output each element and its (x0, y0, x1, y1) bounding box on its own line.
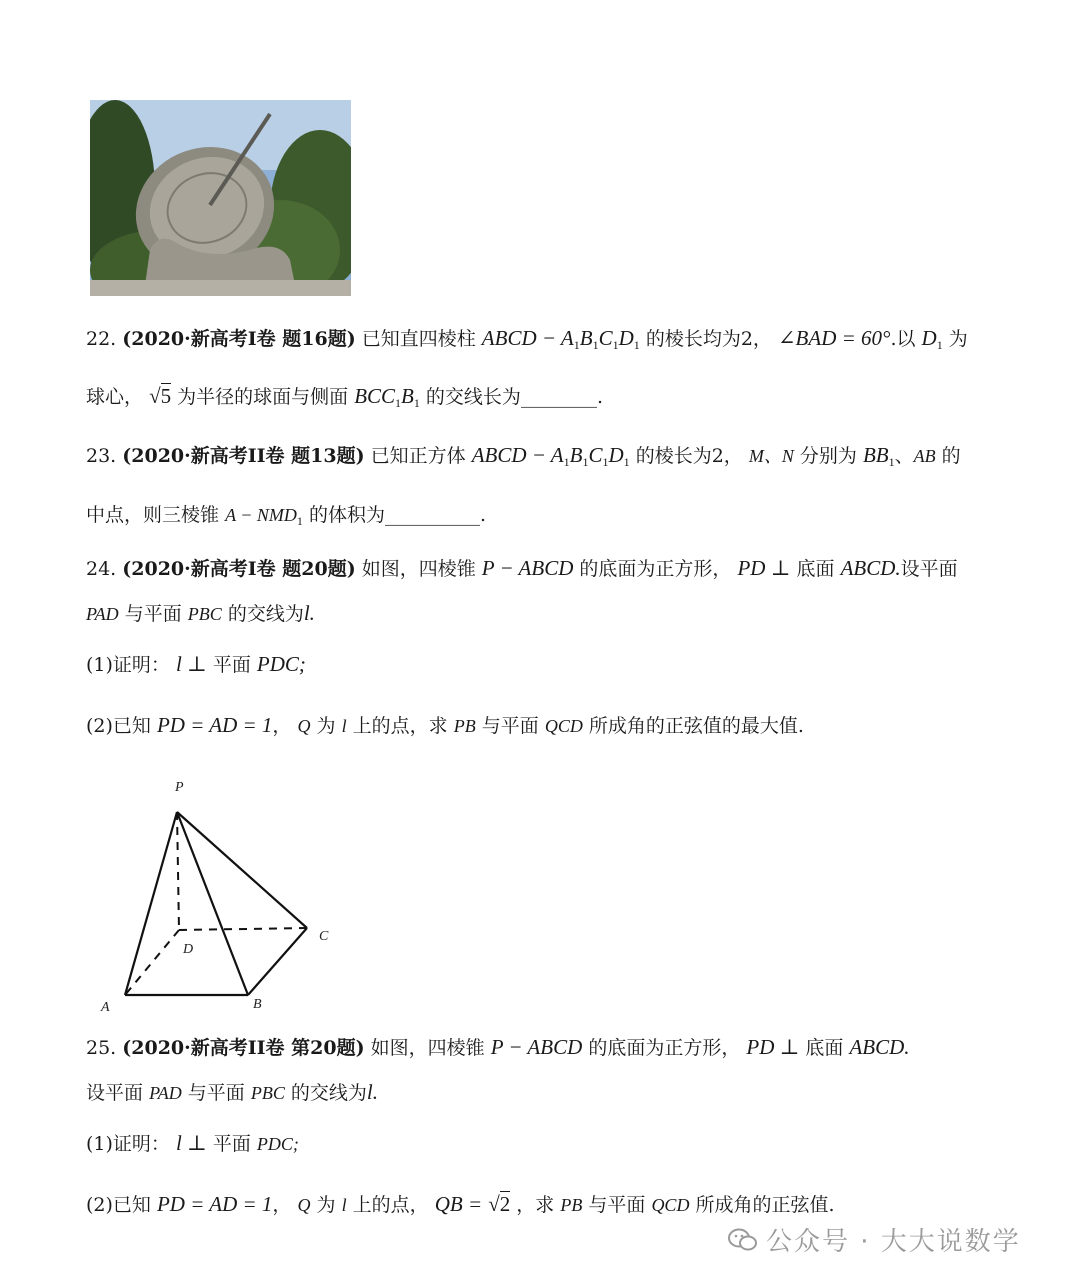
q25-p2-e: 上的点， (352, 1194, 429, 1216)
q24-p1-c: 平面 (212, 654, 251, 676)
q25-pbc: PBC (250, 1083, 285, 1103)
q25-p1-c: 平面 (212, 1133, 251, 1155)
q22-text-b: 的棱长均为2， (645, 328, 772, 350)
sqrt2: √2 (488, 1192, 511, 1216)
q25-line2 (86, 1080, 378, 1105)
sundial-photo (90, 100, 351, 296)
q25-p2-l: l (341, 1195, 347, 1215)
q25-part1 (86, 1131, 299, 1156)
wechat-icon (728, 1227, 758, 1253)
q23-ab: AB (913, 446, 936, 466)
q24-p2-d: 为 (316, 715, 336, 737)
q23-cube: ABCD − $A_1B_1C_1D_1$ (471, 443, 630, 469)
q22-line2-a: 球心， (86, 386, 144, 408)
q23-text-c: 分别为 (799, 445, 857, 467)
q25-p1-b: l ⊥ (175, 1131, 207, 1155)
q25-text-a: 如图，四棱锥 (370, 1037, 485, 1059)
q25-number: 25. (86, 1037, 117, 1059)
q24-line2-d: 的交线为 (227, 603, 304, 625)
q25-source: (2020·新高考II卷 第20题) (122, 1037, 365, 1059)
q22-text-d: 为 (948, 328, 968, 350)
q25-p2-f: ，求 (516, 1194, 555, 1216)
q24-line2-b: 与平面 (124, 603, 182, 625)
q25-p2-c: ， (272, 1194, 292, 1216)
q23-text-a: 已知正方体 (370, 445, 466, 467)
q25-p2-a: (2)已知 (86, 1194, 151, 1216)
sqrt5: √5 (149, 384, 172, 408)
q25-pyr: P − ABCD (490, 1035, 583, 1059)
q25-p1-a: (1)证明： (86, 1133, 170, 1155)
q25-p2-q: Q (297, 1195, 311, 1215)
q22-text-c: .以 (890, 328, 916, 350)
label-D: D (183, 942, 194, 957)
q25-pd: PD ⊥ (746, 1035, 800, 1059)
q22-angle: ∠BAD = 60° (777, 326, 891, 350)
q25-p2-pb: PB (560, 1195, 583, 1215)
q25-text-c: 底面 (805, 1037, 844, 1059)
q25-p2-h: 所成角的正弦值. (695, 1194, 835, 1216)
q23-line1 (86, 443, 961, 474)
q24-p2-c: ， (272, 715, 292, 737)
q25-l: l. (366, 1080, 378, 1104)
q25-line1 (86, 1035, 910, 1060)
q25-p2-qcd: QCD (651, 1195, 690, 1215)
label-A: A (101, 1000, 110, 1015)
label-B: B (253, 997, 262, 1012)
q24-text-d: 设平面 (900, 558, 958, 580)
q23-line2-a: 中点，则三棱锥 (86, 504, 220, 526)
q23-bb1: $BB_1$ (862, 443, 895, 469)
q22-text: 已知直四棱柱 (361, 328, 476, 350)
q24-p2-a: (2)已知 (86, 715, 151, 737)
label-P: P (175, 780, 184, 795)
q22-blank: ________. (520, 386, 603, 408)
q23-blank: __________. (384, 504, 486, 526)
q24-line1 (86, 556, 958, 581)
q25-p2-d: 为 (316, 1194, 336, 1216)
pyramid-figure (95, 770, 345, 1020)
q24-abcd: ABCD. (840, 556, 901, 580)
q24-part1 (86, 652, 306, 677)
q22-d1: $D_1$ (921, 326, 943, 352)
q24-number: 24. (86, 558, 117, 580)
q24-p2-qcd: QCD (544, 716, 583, 736)
q22-source: (2020·新高考I卷 题16题) (122, 328, 356, 350)
q25-pad: PAD (149, 1083, 182, 1103)
q22-line2 (86, 384, 603, 415)
q24-p2-q: Q (297, 716, 311, 736)
q24-pd: PD ⊥ (737, 556, 791, 580)
q24-pad: PAD (86, 604, 119, 624)
q24-p2-b: PD = AD = 1 (156, 713, 273, 737)
q23-number: 23. (86, 445, 117, 467)
q23-mn: M、N (748, 446, 794, 466)
q24-pbc: PBC (187, 604, 222, 624)
q25-text-b: 的底面为正方形， (588, 1037, 741, 1059)
q24-part2 (86, 713, 804, 738)
q24-p1-b: l ⊥ (175, 652, 207, 676)
q22-prism: ABCD − $A_1B_1C_1D_1$ (481, 326, 640, 352)
q22-face: $BCC_1B_1$ (354, 384, 420, 410)
q23-text-b: 的棱长为2， (635, 445, 743, 467)
q25-p1-d: PDC; (256, 1134, 299, 1154)
q24-text-c: 底面 (796, 558, 835, 580)
q25-p2-b: PD = AD = 1 (156, 1192, 273, 1216)
q24-p2-pb: PB (453, 716, 476, 736)
q25-abcd: ABCD. (849, 1035, 910, 1059)
q25-p2-g: 与平面 (588, 1194, 646, 1216)
q25-line2-a: 设平面 (86, 1082, 144, 1104)
q25-part2 (86, 1192, 835, 1217)
q24-p1-a: (1)证明： (86, 654, 170, 676)
q24-p2-g: 所成角的正弦值的最大值. (588, 715, 804, 737)
watermark-text: 公众号 · 大大说数学 (766, 1227, 1021, 1257)
q22-line1 (86, 326, 968, 357)
q25-p2-qb: QB = (434, 1192, 483, 1216)
q24-p2-f: 与平面 (481, 715, 539, 737)
q23-pyr: $A - NMD_1$ (225, 505, 303, 528)
watermark (728, 1221, 1021, 1258)
q23-text-e: 的 (941, 445, 961, 467)
q25-line2-c: 与平面 (187, 1082, 245, 1104)
q24-line2 (86, 601, 315, 626)
q23-line2-b: 的体积为 (308, 504, 385, 526)
q23-source: (2020·新高考II卷 题13题) (122, 445, 365, 467)
q23-text-d: 、 (894, 445, 914, 467)
q22-line2-c: 的交线长为 (425, 386, 521, 408)
q24-text-b: 的底面为正方形， (579, 558, 732, 580)
label-C: C (319, 929, 329, 944)
q24-source: (2020·新高考I卷 题20题) (122, 558, 356, 580)
q24-pyr: P − ABCD (481, 556, 574, 580)
q22-line2-b: 为半径的球面与侧面 (177, 386, 349, 408)
q25-line2-e: 的交线为 (290, 1082, 367, 1104)
q24-p1-d: PDC; (256, 652, 306, 676)
q24-p2-l: l (341, 716, 347, 736)
q24-text-a: 如图，四棱锥 (361, 558, 476, 580)
q22-number: 22. (86, 328, 117, 350)
q24-l: l. (303, 601, 315, 625)
q24-p2-e: 上的点，求 (352, 715, 448, 737)
q23-line2 (86, 503, 486, 533)
